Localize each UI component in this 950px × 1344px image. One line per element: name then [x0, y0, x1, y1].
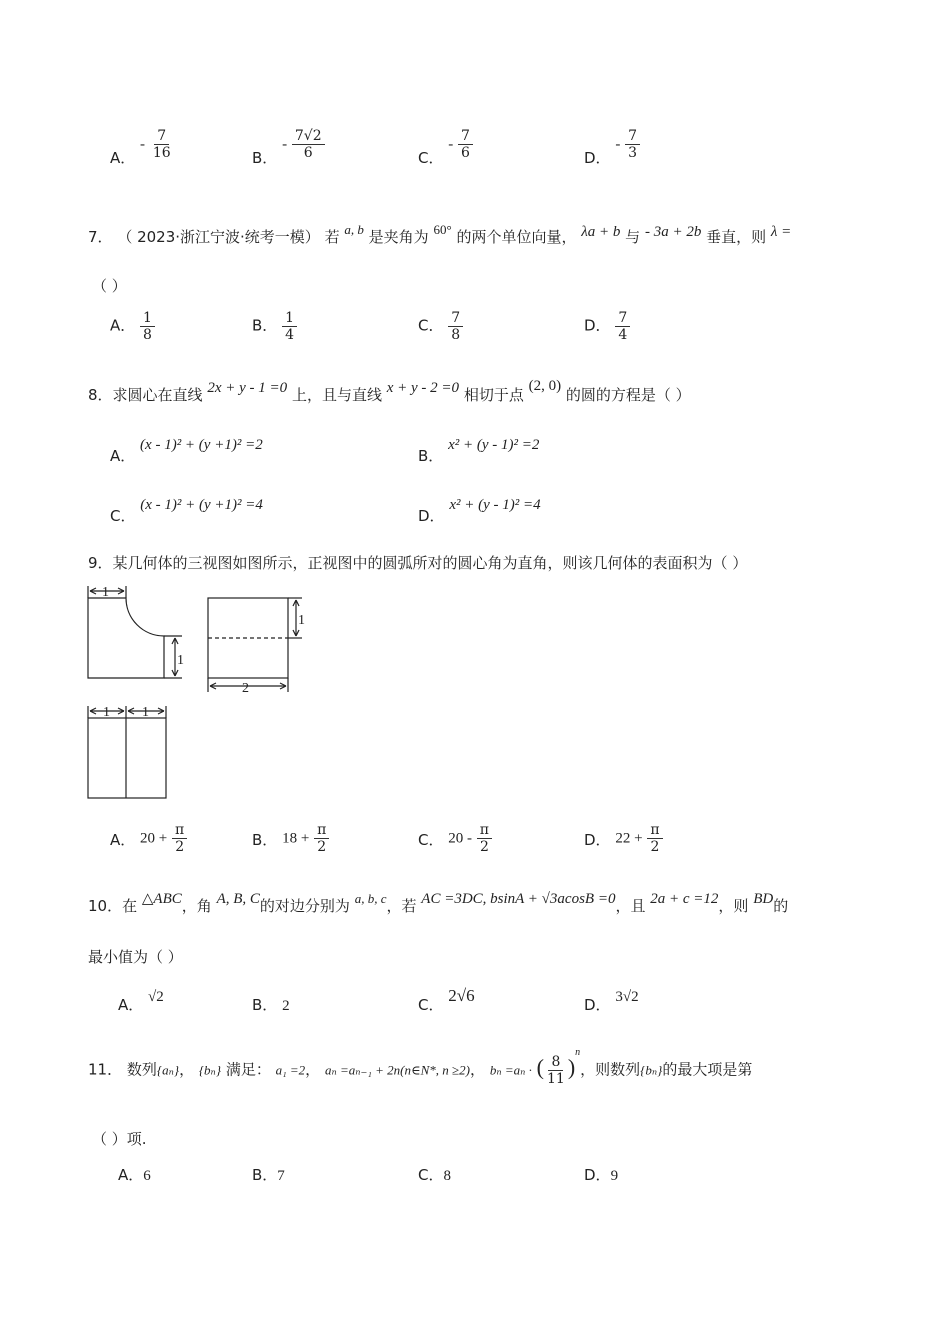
q7-stem	[88, 222, 792, 247]
fraction	[615, 310, 630, 343]
stem-text: 某几何体的三视图如图所示，正视图中的圆弧所对的圆心角为直角，则该几何体的表面积为（ ）	[112, 554, 748, 572]
q8-option-b[interactable]	[418, 433, 540, 465]
q9-option-c[interactable]	[418, 822, 492, 855]
option-label: A．	[110, 830, 136, 849]
question-number: 7．	[88, 228, 113, 246]
sign: -	[140, 136, 146, 153]
fraction	[282, 310, 297, 343]
stem-text: 求圆心在直线	[112, 386, 203, 404]
stem-text: 垂直，则	[706, 228, 767, 246]
stem-text: 上，且与直线	[291, 386, 382, 404]
fraction	[448, 310, 463, 343]
option-label: C．	[418, 996, 444, 1014]
math-expr: 7	[277, 1168, 285, 1184]
denominator: 2	[650, 839, 660, 856]
stem-text: （ ）项.	[92, 1130, 147, 1148]
option-label: D．	[584, 830, 611, 849]
question-source: （ 2023·浙江宁波·统考一模）	[117, 228, 320, 246]
option-label: A．	[110, 316, 136, 335]
question-number: 9．	[88, 554, 113, 572]
numerator: π	[647, 822, 662, 839]
q10-option-b[interactable]	[252, 994, 290, 1015]
q7-option-d[interactable]	[584, 310, 630, 343]
numerator: 7	[448, 310, 463, 327]
question-number: 11．	[88, 1060, 123, 1079]
dim-label: 1	[298, 613, 305, 628]
option-label: B．	[252, 148, 278, 167]
math-expr: a₁ =2	[275, 1062, 306, 1078]
fraction	[477, 822, 492, 855]
math-expr: {bₙ}	[198, 1062, 222, 1078]
question-number: 10．	[88, 897, 123, 915]
denominator: 4	[618, 327, 628, 344]
q8-stem	[88, 378, 691, 405]
stem-text: ，若	[386, 897, 417, 915]
denominator: 8	[451, 327, 461, 344]
stem-text: ，则数列	[580, 1060, 641, 1079]
numerator: 7	[615, 310, 630, 327]
fraction	[647, 822, 662, 855]
front-view	[88, 598, 164, 678]
q11-option-a[interactable]	[118, 1164, 151, 1185]
numerator: 7	[154, 128, 169, 145]
math-expr: x² + (y - 1)² =2	[448, 437, 540, 453]
math-expr: a, b	[344, 222, 364, 237]
numerator: π	[477, 822, 492, 839]
q6-option-d[interactable]	[584, 128, 640, 167]
q7-option-c[interactable]	[418, 310, 463, 343]
stem-text: 满足：	[225, 1060, 271, 1079]
option-label: D．	[584, 316, 611, 335]
stem-text: ，	[305, 1060, 321, 1079]
fraction	[544, 1054, 568, 1087]
q7-option-a[interactable]	[110, 310, 155, 343]
sign: -	[448, 136, 454, 153]
math-expr: - 3a + 2b	[644, 224, 702, 240]
option-label: B．	[252, 830, 278, 849]
exponent: n	[575, 1046, 581, 1058]
q8-option-a[interactable]	[110, 433, 263, 465]
math-expr: √2	[148, 989, 164, 1005]
q10-stem	[88, 891, 789, 916]
math-expr: BD	[753, 891, 774, 907]
stem-text: 的对边分别为	[259, 897, 350, 915]
math-expr: x² + (y - 1)² =4	[449, 497, 541, 513]
fraction	[150, 128, 174, 161]
denominator: 6	[461, 145, 470, 162]
q10-option-d[interactable]	[584, 985, 639, 1014]
option-label: D．	[418, 507, 445, 525]
numerator: 8	[548, 1054, 563, 1071]
option-label: D．	[584, 996, 611, 1014]
math-expr: 18 +	[282, 830, 310, 847]
numerator: 1	[282, 310, 297, 327]
q11-option-c[interactable]	[418, 1164, 451, 1185]
numerator: 7	[458, 128, 473, 145]
fraction	[292, 128, 325, 161]
math-expr: 6	[143, 1168, 151, 1184]
q9-stem	[88, 552, 747, 573]
math-expr: bₙ =aₙ ·	[489, 1062, 532, 1078]
denominator: 4	[285, 327, 294, 344]
numerator: 7√2	[292, 128, 325, 145]
q11-option-d[interactable]	[584, 1164, 618, 1185]
option-label: C．	[418, 316, 444, 335]
option-label: D．	[584, 1166, 611, 1184]
math-expr: λa + b	[581, 224, 621, 240]
stem-text: 数列	[126, 1060, 157, 1079]
stem-text: 的圆的方程是（ ）	[565, 386, 691, 404]
q11-stem	[88, 1046, 753, 1088]
stem-text: ，且	[615, 897, 646, 915]
fraction	[140, 310, 155, 343]
denominator: 16	[152, 145, 171, 162]
math-expr: (2, 0)	[528, 378, 562, 394]
denominator: 8	[143, 327, 152, 344]
stem-text: 与	[625, 228, 641, 246]
paren-close: )	[567, 1054, 576, 1080]
top-view	[88, 718, 166, 798]
denominator: 2	[317, 839, 327, 856]
option-label: A．	[118, 1166, 144, 1184]
answer-paren: （ ）	[92, 277, 127, 295]
numerator: π	[172, 822, 187, 839]
math-expr: 20 +	[140, 830, 168, 847]
option-label: A．	[110, 148, 136, 167]
fraction	[625, 128, 640, 161]
math-expr: (x - 1)² + (y +1)² =4	[140, 497, 263, 513]
math-expr: △ABC	[141, 891, 182, 907]
option-label: C．	[418, 1166, 444, 1184]
math-expr: 60°	[433, 222, 452, 237]
math-expr: 2√6	[448, 986, 475, 1005]
stem-text: ，则	[718, 897, 749, 915]
stem-text: 的最大项是第	[662, 1060, 753, 1079]
stem-text: 若	[324, 228, 340, 246]
stem-text: 相切于点	[463, 386, 524, 404]
math-expr: x + y - 2 =0	[386, 380, 460, 396]
q8-option-d[interactable]	[418, 493, 541, 525]
math-expr: (x - 1)² + (y +1)² =2	[140, 437, 263, 453]
q11-option-b[interactable]	[252, 1164, 285, 1185]
math-expr: aₙ =aₙ₋₁ + 2n(n∈N*, n ≥2)	[324, 1062, 471, 1078]
math-expr: {aₙ}	[156, 1062, 180, 1078]
fraction	[458, 128, 473, 161]
stem-text: 在	[122, 897, 138, 915]
dim-label: 1	[177, 653, 184, 668]
option-label: C．	[418, 830, 444, 849]
denominator: 2	[175, 839, 185, 856]
numerator: 1	[140, 310, 155, 327]
dim-label: 2	[242, 681, 249, 696]
stem-text: ，角	[181, 897, 212, 915]
stem-text: 是夹角为	[368, 228, 429, 246]
option-label: C．	[110, 507, 136, 525]
dim-label: 1	[102, 585, 109, 600]
q9-option-b[interactable]	[252, 822, 329, 855]
option-label: B．	[252, 1166, 278, 1184]
math-expr: 9	[610, 1168, 619, 1184]
numerator: π	[314, 822, 329, 839]
paren-open: (	[536, 1054, 544, 1080]
q9-option-a[interactable]	[110, 822, 187, 855]
option-label: D．	[584, 148, 611, 167]
option-label: C．	[418, 148, 444, 167]
math-expr: A, B, C	[216, 891, 260, 907]
math-expr: a, b, c	[354, 891, 387, 906]
denominator: 3	[628, 145, 638, 162]
question-number: 8．	[88, 386, 113, 404]
stem-text: 的两个单位向量，	[456, 228, 577, 246]
math-expr: 20 -	[448, 830, 473, 847]
option-label: B．	[252, 316, 278, 335]
q10-option-a[interactable]	[118, 985, 164, 1014]
math-expr: 2	[282, 998, 290, 1014]
side-view	[208, 598, 288, 678]
three-view-figure	[80, 578, 320, 808]
option-label: A．	[110, 447, 136, 465]
stem-text: ，	[179, 1060, 195, 1079]
q7-option-b[interactable]	[252, 310, 297, 343]
math-expr: λ =	[770, 224, 792, 240]
dim-label: 1	[103, 705, 110, 720]
denominator: 11	[546, 1071, 565, 1088]
stem-text: ，	[470, 1060, 486, 1079]
stem-text: 最小值为（ ）	[88, 948, 183, 966]
math-expr: 22 +	[615, 830, 643, 847]
option-label: B．	[418, 447, 444, 465]
fraction	[314, 822, 329, 855]
denominator: 6	[303, 145, 313, 162]
math-expr: AC =3DC, bsinA + √3acosB =0	[421, 891, 616, 907]
q6-option-a[interactable]	[110, 128, 174, 167]
stem-text: 的	[773, 897, 789, 915]
q9-option-d[interactable]	[584, 822, 663, 855]
sign: -	[282, 136, 288, 153]
fraction	[172, 822, 187, 855]
math-expr: 2x + y - 1 =0	[207, 380, 288, 396]
math-expr: 8	[443, 1168, 451, 1184]
q6-option-b[interactable]	[252, 128, 325, 167]
dim-label: 1	[142, 705, 149, 720]
option-label: A．	[118, 996, 144, 1014]
numerator: 7	[625, 128, 640, 145]
math-expr: {bₙ}	[640, 1062, 663, 1078]
q6-option-c[interactable]	[418, 128, 473, 167]
option-label: B．	[252, 996, 278, 1014]
sign: -	[615, 136, 621, 153]
q8-option-c[interactable]	[110, 493, 263, 525]
math-expr: 2a + c =12	[650, 891, 719, 907]
q10-option-c[interactable]	[418, 985, 475, 1014]
math-expr: 3√2	[615, 989, 639, 1005]
denominator: 2	[479, 839, 489, 856]
